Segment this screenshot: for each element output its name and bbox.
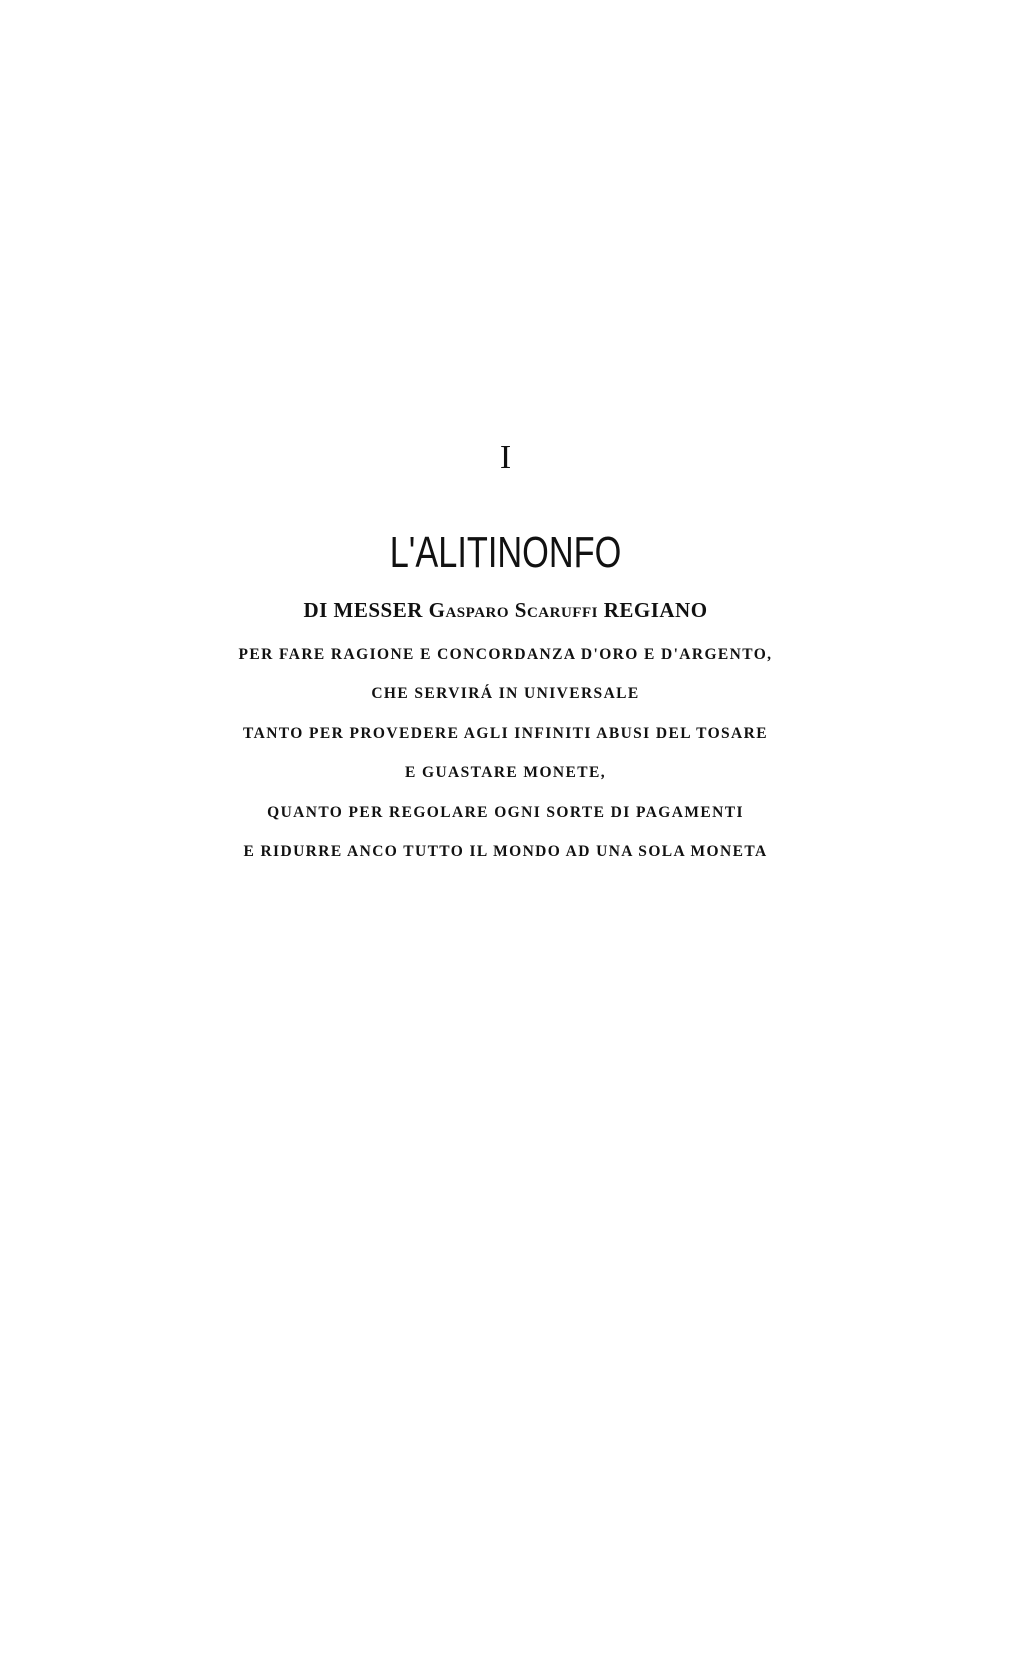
subtitle-line: E GUASTARE MONETE, xyxy=(404,764,607,781)
chapter-number: I xyxy=(499,439,512,476)
author-line: DI MESSER Gasparo Scaruffi REGIANO xyxy=(303,598,708,622)
work-title: L'ALITINONFO xyxy=(389,528,622,577)
subtitle-line: E RIDURRE ANCO TUTTO IL MONDO AD UNA SOLA MONETA xyxy=(243,843,768,860)
subtitle-line: PER FARE RAGIONE E CONCORDANZA D'ORO E D'ARGENTO, xyxy=(238,646,773,663)
subtitle-line: QUANTO PER REGOLARE OGNI SORTE DI PAGAMENTI xyxy=(267,804,744,821)
subtitle-line: CHE SERVIRÁ IN UNIVERSALE xyxy=(371,685,640,702)
subtitle-line: TANTO PER PROVEDERE AGLI INFINITI ABUSI DEL TOSARE xyxy=(243,725,768,742)
